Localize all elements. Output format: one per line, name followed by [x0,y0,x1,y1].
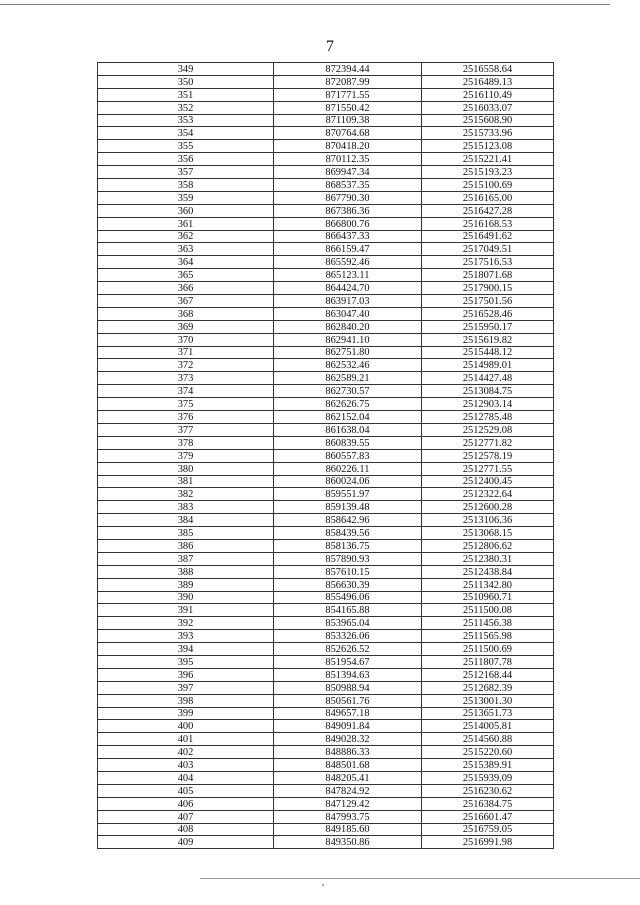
y-coordinate-cell: 2515733.96 [422,127,554,140]
point-number-cell: 363 [98,243,274,256]
point-number-cell: 362 [98,230,274,243]
point-number-cell: 354 [98,127,274,140]
point-number-cell: 353 [98,114,274,127]
y-coordinate-cell: 2512400.45 [422,475,554,488]
y-coordinate-cell: 2512529.08 [422,423,554,436]
y-coordinate-cell: 2512438.84 [422,565,554,578]
x-coordinate-cell: 868537.35 [274,179,422,192]
table-row [98,784,554,797]
y-coordinate-cell: 2512600.28 [422,501,554,514]
table-row [98,655,554,668]
y-coordinate-cell: 2517900.15 [422,282,554,295]
y-coordinate-cell: 2516427.28 [422,204,554,217]
coordinates-table-body [98,63,554,849]
point-number-cell: 398 [98,694,274,707]
table-row [98,191,554,204]
y-coordinate-cell: 2515619.82 [422,333,554,346]
point-number-cell: 386 [98,539,274,552]
table-row [98,423,554,436]
x-coordinate-cell: 849350.86 [274,836,422,849]
x-coordinate-cell: 866437.33 [274,230,422,243]
y-coordinate-cell: 2512380.31 [422,552,554,565]
point-number-cell: 358 [98,179,274,192]
point-number-cell: 391 [98,604,274,617]
x-coordinate-cell: 851954.67 [274,655,422,668]
x-coordinate-cell: 849028.32 [274,733,422,746]
y-coordinate-cell: 2514989.01 [422,359,554,372]
y-coordinate-cell: 2516759.05 [422,823,554,836]
x-coordinate-cell: 862589.21 [274,372,422,385]
x-coordinate-cell: 851394.63 [274,668,422,681]
page-number: 7 [326,38,334,55]
point-number-cell: 377 [98,423,274,436]
y-coordinate-cell: 2515448.12 [422,346,554,359]
x-coordinate-cell: 869947.34 [274,166,422,179]
y-coordinate-cell: 2516033.07 [422,101,554,114]
table-row [98,771,554,784]
table-row [98,810,554,823]
x-coordinate-cell: 866800.76 [274,217,422,230]
point-number-cell: 375 [98,398,274,411]
point-number-cell: 367 [98,295,274,308]
point-number-cell: 372 [98,359,274,372]
table-row [98,243,554,256]
y-coordinate-cell: 2514560.88 [422,733,554,746]
table-row [98,269,554,282]
table-row [98,733,554,746]
x-coordinate-cell: 853326.06 [274,630,422,643]
x-coordinate-cell: 850988.94 [274,681,422,694]
table-row [98,359,554,372]
point-number-cell: 395 [98,655,274,668]
x-coordinate-cell: 860024.06 [274,475,422,488]
table-row [98,539,554,552]
x-coordinate-cell: 857610.15 [274,565,422,578]
x-coordinate-cell: 849185.60 [274,823,422,836]
point-number-cell: 373 [98,372,274,385]
x-coordinate-cell: 866159.47 [274,243,422,256]
x-coordinate-cell: 861638.04 [274,423,422,436]
y-coordinate-cell: 2515100.69 [422,179,554,192]
y-coordinate-cell: 2512903.14 [422,398,554,411]
y-coordinate-cell: 2511565.98 [422,630,554,643]
x-coordinate-cell: 859139.48 [274,501,422,514]
x-coordinate-cell: 854165.88 [274,604,422,617]
point-number-cell: 357 [98,166,274,179]
table-row [98,836,554,849]
point-number-cell: 389 [98,578,274,591]
table-row [98,475,554,488]
table-row [98,449,554,462]
table-row [98,591,554,604]
table-row [98,501,554,514]
x-coordinate-cell: 871771.55 [274,88,422,101]
y-coordinate-cell: 2513068.15 [422,527,554,540]
y-coordinate-cell: 2511342.80 [422,578,554,591]
x-coordinate-cell: 862626.75 [274,398,422,411]
table-row [98,320,554,333]
y-coordinate-cell: 2516489.13 [422,75,554,88]
point-number-cell: 396 [98,668,274,681]
y-coordinate-cell: 2515389.91 [422,759,554,772]
table-row [98,617,554,630]
point-number-cell: 378 [98,436,274,449]
point-number-cell: 371 [98,346,274,359]
point-number-cell: 349 [98,63,274,76]
table-row [98,552,554,565]
x-coordinate-cell: 858642.96 [274,514,422,527]
y-coordinate-cell: 2515939.09 [422,771,554,784]
point-number-cell: 374 [98,385,274,398]
point-number-cell: 365 [98,269,274,282]
x-coordinate-cell: 872394.44 [274,63,422,76]
table-row [98,127,554,140]
x-coordinate-cell: 862730.57 [274,385,422,398]
table-row [98,527,554,540]
x-coordinate-cell: 847993.75 [274,810,422,823]
x-coordinate-cell: 865592.46 [274,256,422,269]
table-row [98,630,554,643]
table-row [98,746,554,759]
table-row [98,153,554,166]
bottom-rule [200,878,640,879]
point-number-cell: 361 [98,217,274,230]
x-coordinate-cell: 865123.11 [274,269,422,282]
point-number-cell: 359 [98,191,274,204]
x-coordinate-cell: 862751.80 [274,346,422,359]
table-row [98,720,554,733]
point-number-cell: 388 [98,565,274,578]
point-number-cell: 360 [98,204,274,217]
table-row [98,140,554,153]
x-coordinate-cell: 850561.76 [274,694,422,707]
table-row [98,217,554,230]
x-coordinate-cell: 859551.97 [274,488,422,501]
x-coordinate-cell: 872087.99 [274,75,422,88]
point-number-cell: 405 [98,784,274,797]
point-number-cell: 403 [98,759,274,772]
scan-speck [322,884,324,886]
point-number-cell: 385 [98,527,274,540]
table-row [98,230,554,243]
x-coordinate-cell: 867386.36 [274,204,422,217]
table-row [98,411,554,424]
x-coordinate-cell: 849091.84 [274,720,422,733]
table-row [98,681,554,694]
point-number-cell: 390 [98,591,274,604]
table-row [98,166,554,179]
x-coordinate-cell: 858136.75 [274,539,422,552]
y-coordinate-cell: 2515608.90 [422,114,554,127]
x-coordinate-cell: 871109.38 [274,114,422,127]
x-coordinate-cell: 863047.40 [274,307,422,320]
point-number-cell: 402 [98,746,274,759]
y-coordinate-cell: 2512771.55 [422,462,554,475]
x-coordinate-cell: 862152.04 [274,411,422,424]
y-coordinate-cell: 2512682.39 [422,681,554,694]
x-coordinate-cell: 871550.42 [274,101,422,114]
table-row [98,333,554,346]
y-coordinate-cell: 2516528.46 [422,307,554,320]
y-coordinate-cell: 2510960.71 [422,591,554,604]
y-coordinate-cell: 2515220.60 [422,746,554,759]
y-coordinate-cell: 2511807.78 [422,655,554,668]
y-coordinate-cell: 2512806.62 [422,539,554,552]
y-coordinate-cell: 2513651.73 [422,707,554,720]
x-coordinate-cell: 858439.56 [274,527,422,540]
y-coordinate-cell: 2515193.23 [422,166,554,179]
x-coordinate-cell: 860839.55 [274,436,422,449]
point-number-cell: 381 [98,475,274,488]
x-coordinate-cell: 848886.33 [274,746,422,759]
table-row [98,565,554,578]
y-coordinate-cell: 2511456.38 [422,617,554,630]
point-number-cell: 401 [98,733,274,746]
point-number-cell: 380 [98,462,274,475]
table-row [98,179,554,192]
point-number-cell: 397 [98,681,274,694]
table-row [98,282,554,295]
y-coordinate-cell: 2516601.47 [422,810,554,823]
x-coordinate-cell: 864424.70 [274,282,422,295]
y-coordinate-cell: 2512785.48 [422,411,554,424]
x-coordinate-cell: 848205.41 [274,771,422,784]
y-coordinate-cell: 2518071.68 [422,269,554,282]
x-coordinate-cell: 870418.20 [274,140,422,153]
point-number-cell: 382 [98,488,274,501]
x-coordinate-cell: 852626.52 [274,643,422,656]
x-coordinate-cell: 856630.39 [274,578,422,591]
point-number-cell: 364 [98,256,274,269]
table-row [98,346,554,359]
x-coordinate-cell: 860557.83 [274,449,422,462]
y-coordinate-cell: 2514427.48 [422,372,554,385]
table-row [98,797,554,810]
x-coordinate-cell: 847129.42 [274,797,422,810]
point-number-cell: 384 [98,514,274,527]
table-row [98,643,554,656]
point-number-cell: 404 [98,771,274,784]
y-coordinate-cell: 2511500.69 [422,643,554,656]
table-row [98,604,554,617]
y-coordinate-cell: 2515221.41 [422,153,554,166]
table-row [98,307,554,320]
table-row [98,436,554,449]
point-number-cell: 408 [98,823,274,836]
table-row [98,694,554,707]
x-coordinate-cell: 855496.06 [274,591,422,604]
point-number-cell: 399 [98,707,274,720]
point-number-cell: 368 [98,307,274,320]
x-coordinate-cell: 862840.20 [274,320,422,333]
y-coordinate-cell: 2514005.81 [422,720,554,733]
y-coordinate-cell: 2516558.64 [422,63,554,76]
x-coordinate-cell: 862532.46 [274,359,422,372]
table-row [98,707,554,720]
y-coordinate-cell: 2516230.62 [422,784,554,797]
point-number-cell: 356 [98,153,274,166]
table-row [98,514,554,527]
point-number-cell: 392 [98,617,274,630]
y-coordinate-cell: 2517516.53 [422,256,554,269]
y-coordinate-cell: 2515950.17 [422,320,554,333]
y-coordinate-cell: 2512578.19 [422,449,554,462]
x-coordinate-cell: 857890.93 [274,552,422,565]
table-row [98,114,554,127]
table-row [98,372,554,385]
x-coordinate-cell: 862941.10 [274,333,422,346]
table-row [98,63,554,76]
table-row [98,759,554,772]
x-coordinate-cell: 847824.92 [274,784,422,797]
table-row [98,88,554,101]
y-coordinate-cell: 2513001.30 [422,694,554,707]
point-number-cell: 400 [98,720,274,733]
y-coordinate-cell: 2512322.64 [422,488,554,501]
point-number-cell: 393 [98,630,274,643]
y-coordinate-cell: 2512168.44 [422,668,554,681]
y-coordinate-cell: 2513084.75 [422,385,554,398]
table-row [98,256,554,269]
y-coordinate-cell: 2515123.08 [422,140,554,153]
x-coordinate-cell: 867790.30 [274,191,422,204]
x-coordinate-cell: 860226.11 [274,462,422,475]
y-coordinate-cell: 2517501.56 [422,295,554,308]
point-number-cell: 366 [98,282,274,295]
x-coordinate-cell: 863917.03 [274,295,422,308]
point-number-cell: 352 [98,101,274,114]
y-coordinate-cell: 2516110.49 [422,88,554,101]
table-row [98,75,554,88]
coordinates-table [97,62,554,849]
top-rule [0,4,610,5]
point-number-cell: 406 [98,797,274,810]
point-number-cell: 409 [98,836,274,849]
point-number-cell: 370 [98,333,274,346]
point-number-cell: 355 [98,140,274,153]
point-number-cell: 387 [98,552,274,565]
point-number-cell: 376 [98,411,274,424]
x-coordinate-cell: 853965.04 [274,617,422,630]
table-row [98,385,554,398]
point-number-cell: 369 [98,320,274,333]
table-row [98,488,554,501]
x-coordinate-cell: 848501.68 [274,759,422,772]
y-coordinate-cell: 2513106.36 [422,514,554,527]
table-row [98,204,554,217]
y-coordinate-cell: 2517049.51 [422,243,554,256]
point-number-cell: 351 [98,88,274,101]
y-coordinate-cell: 2511500.08 [422,604,554,617]
x-coordinate-cell: 870764.68 [274,127,422,140]
table-row [98,578,554,591]
table-row [98,101,554,114]
y-coordinate-cell: 2512771.82 [422,436,554,449]
point-number-cell: 383 [98,501,274,514]
table-row [98,295,554,308]
y-coordinate-cell: 2516165.00 [422,191,554,204]
point-number-cell: 407 [98,810,274,823]
point-number-cell: 394 [98,643,274,656]
table-row [98,398,554,411]
x-coordinate-cell: 870112.35 [274,153,422,166]
point-number-cell: 350 [98,75,274,88]
y-coordinate-cell: 2516991.98 [422,836,554,849]
point-number-cell: 379 [98,449,274,462]
table-row [98,823,554,836]
y-coordinate-cell: 2516491.62 [422,230,554,243]
table-row [98,462,554,475]
table-row [98,668,554,681]
y-coordinate-cell: 2516384.75 [422,797,554,810]
y-coordinate-cell: 2516168.53 [422,217,554,230]
x-coordinate-cell: 849657.18 [274,707,422,720]
